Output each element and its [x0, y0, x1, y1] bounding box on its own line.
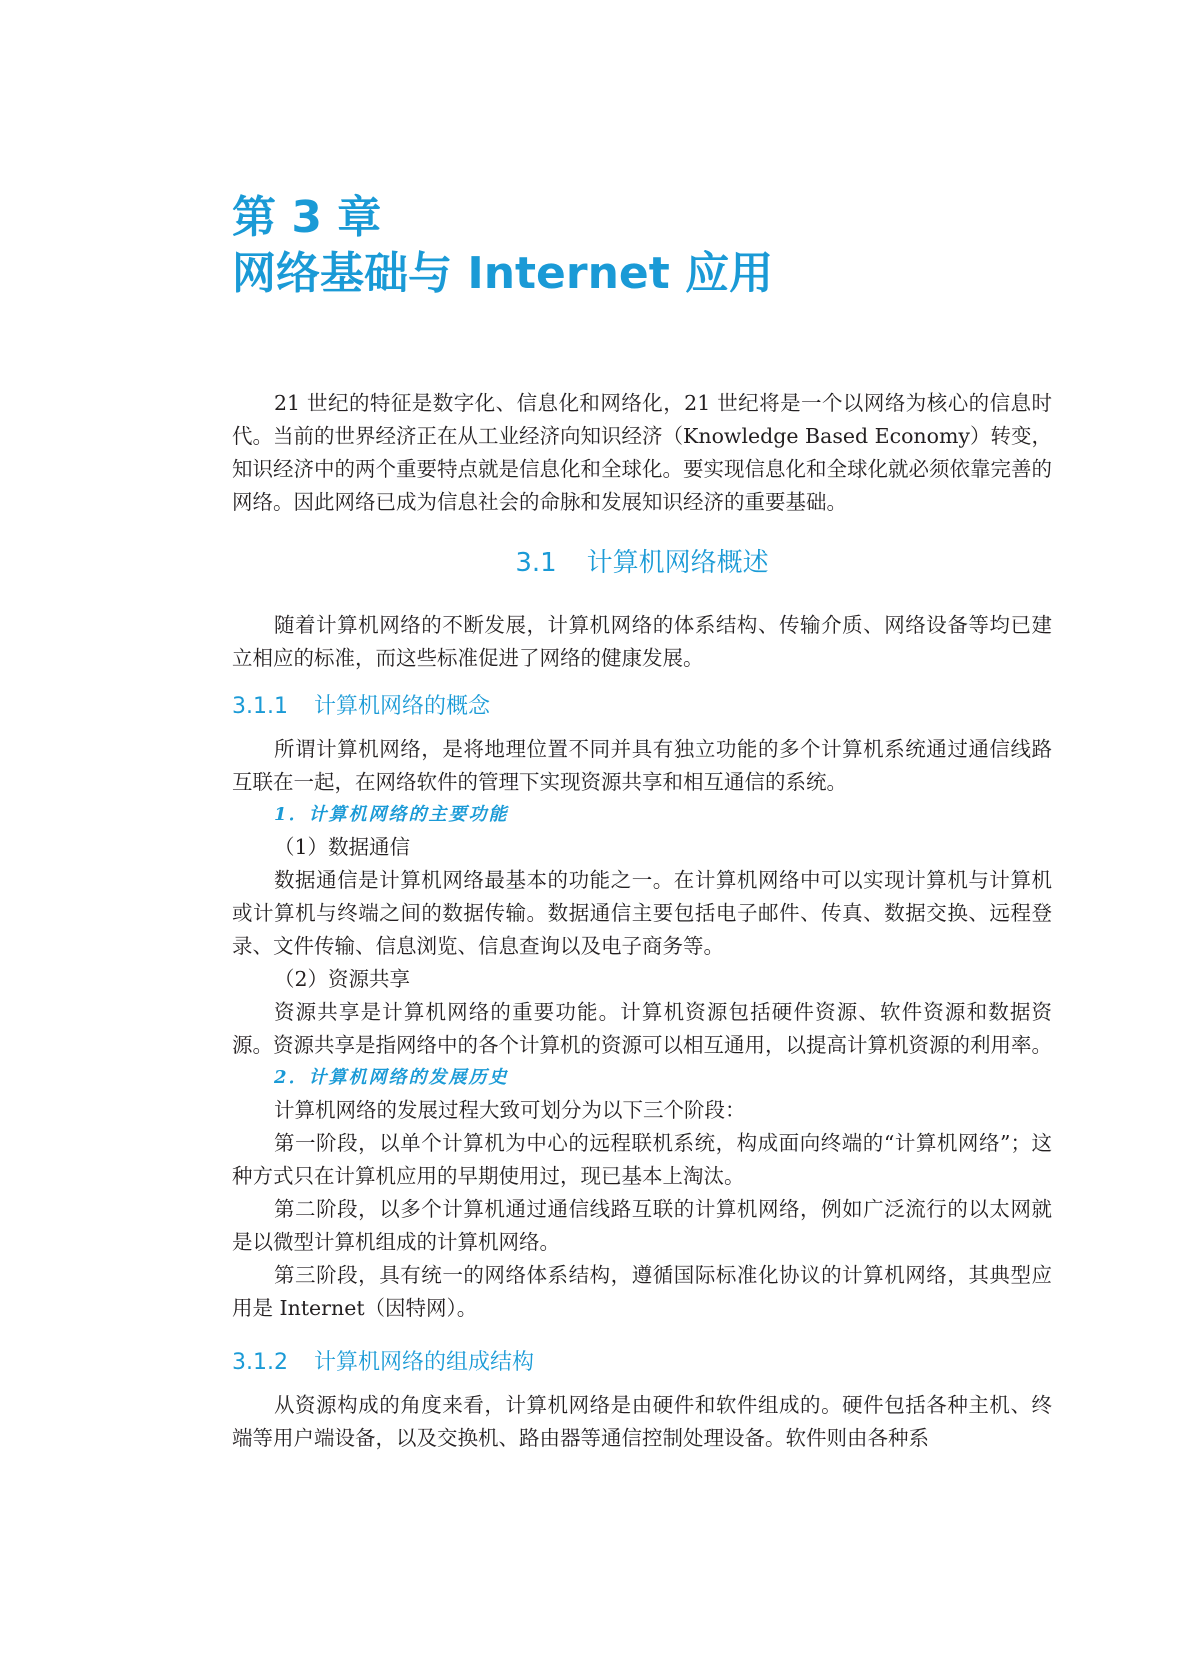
- section-3-1-paragraph: 随着计算机网络的不断发展，计算机网络的体系结构、传输介质、网络设备等均已建立相应的标准，而这些标准促进了网络的健康发展。: [232, 613, 1052, 670]
- sub-heading-data-communication: （1）数据通信: [274, 835, 411, 859]
- data-communication-paragraph: 数据通信是计算机网络最基本的功能之一。在计算机网络中可以实现计算机与计算机或计算机与终端之间的数据传输。数据通信主要包括电子邮件、传真、数据交换、远程登录、文件传输、信息浏览、信息查询以及电子商务等。: [232, 868, 1052, 958]
- sub-heading-resource-sharing: （2）资源共享: [274, 967, 411, 991]
- history-stage-1-paragraph: 第一阶段，以单个计算机为中心的远程联机系统，构成面向终端的“计算机网络”；这种方式只在计算机应用的早期使用过，现已基本上淘汰。: [232, 1131, 1052, 1188]
- chapter-heading: [232, 190, 1052, 302]
- section-3-1-1-paragraph: 所谓计算机网络，是将地理位置不同并具有独立功能的多个计算机系统通过通信线路互联在一起，在网络软件的管理下实现资源共享和相互通信的系统。: [232, 737, 1052, 794]
- page-body: [232, 387, 1052, 1455]
- item-heading-main-functions: 1．计算机网络的主要功能: [274, 804, 509, 825]
- history-stage-3-paragraph: 第三阶段，具有统一的网络体系结构，遵循国际标准化协议的计算机网络，其典型应用是 Internet（因特网）。: [232, 1263, 1052, 1320]
- document-page: [232, 0, 1052, 1675]
- intro-paragraph: 21 世纪的特征是数字化、信息化和网络化，21 世纪将是一个以网络为核心的信息时代。当前的世界经济正在从工业经济向知识经济（Knowledge Based Economy）转变，知识经济中的两个重要特点就是信息化和全球化。要实现信息化和全球化就必须依靠完善的网络。因此网络已成为信息社会的命脉和发展知识经济的重要基础。: [232, 391, 1052, 514]
- history-stage-2-paragraph: 第二阶段，以多个计算机通过通信线路互联的计算机网络，例如广泛流行的以太网就是以微型计算机组成的计算机网络。: [232, 1197, 1052, 1254]
- section-heading-3-1: [232, 545, 1052, 581]
- subsection-number: 3.1.1: [232, 694, 288, 719]
- item-heading-history: 2．计算机网络的发展历史: [274, 1067, 509, 1088]
- subsection-title: 计算机网络的概念: [313, 694, 490, 719]
- subsection-number: 3.1.2: [232, 1350, 288, 1375]
- subsection-title: 计算机网络的组成结构: [313, 1350, 534, 1375]
- section-title: 计算机网络概述: [586, 548, 769, 578]
- chapter-title: 网络基础与 Internet 应用: [232, 248, 774, 299]
- subsection-heading-3-1-2: [232, 1347, 1052, 1379]
- resource-sharing-paragraph: 资源共享是计算机网络的重要功能。计算机资源包括硬件资源、软件资源和数据资源。资源共享是指网络中的各个计算机的资源可以相互通用，以提高计算机资源的利用率。: [232, 1000, 1052, 1057]
- section-number: 3.1: [515, 548, 557, 578]
- section-3-1-2-paragraph: 从资源构成的角度来看，计算机网络是由硬件和软件组成的。硬件包括各种主机、终端等用户端设备，以及交换机、路由器等通信控制处理设备。软件则由各种系: [232, 1393, 1052, 1450]
- history-intro-paragraph: 计算机网络的发展过程大致可划分为以下三个阶段：: [274, 1098, 746, 1122]
- chapter-number: 第 3 章: [232, 192, 382, 243]
- subsection-heading-3-1-1: [232, 691, 1052, 723]
